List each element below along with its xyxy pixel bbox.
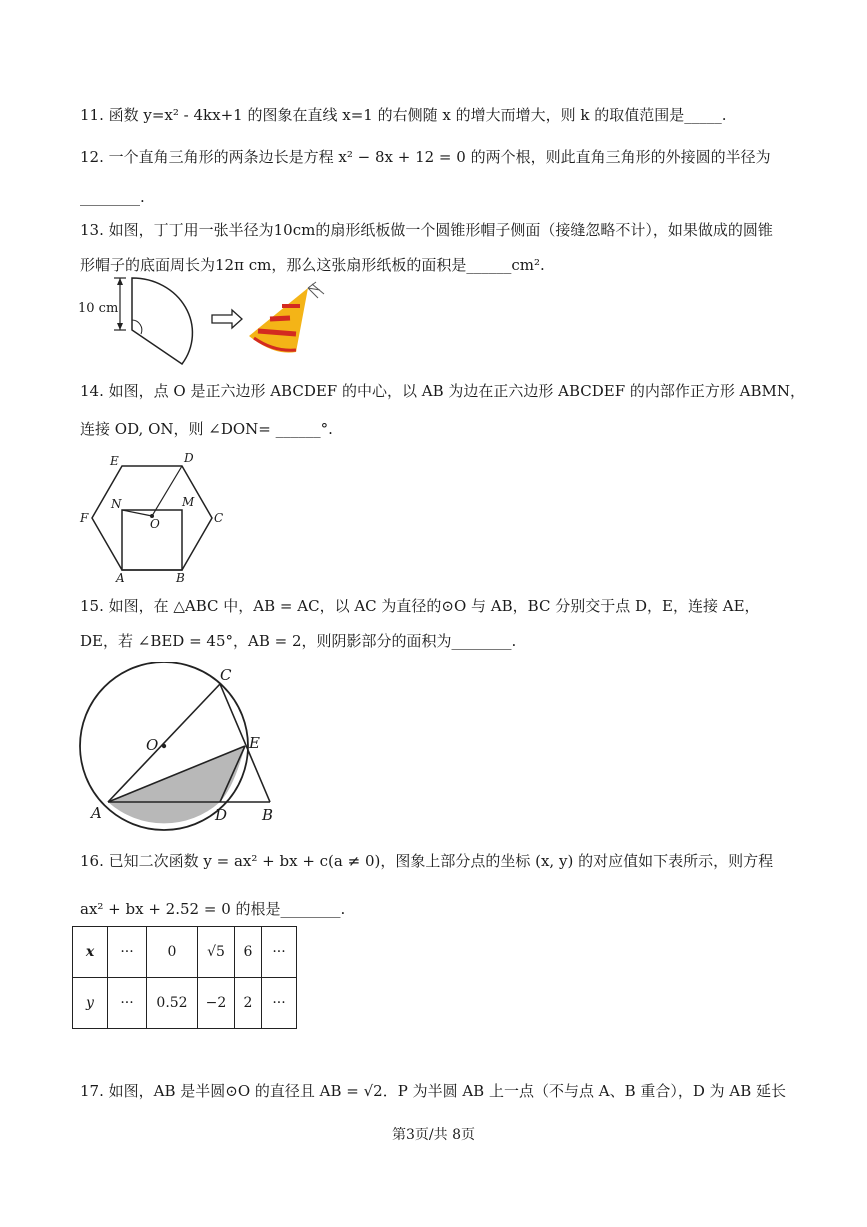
point-b-label: B [262, 806, 274, 824]
cone-hat-icon [249, 282, 324, 353]
table-row [73, 978, 297, 1029]
hexagon-figure [74, 448, 234, 588]
question-17-line1 [80, 1080, 786, 1101]
sector-shape [132, 278, 192, 364]
point-a-label: A [91, 804, 102, 822]
q14-line2: 连接 OD, ON，则 ∠DON= ______°. [80, 420, 333, 438]
table-cell: √5 [198, 927, 235, 978]
q13-line1: 13. 如图，丁丁用一张半径为10cm的扇形纸板做一个圆锥形帽子侧面（接缝忽略不计），如果做成的圆锥 [80, 221, 773, 239]
q13-line2: 形帽子的底面周长为12π cm，那么这张扇形纸板的面积是______cm². [80, 256, 545, 274]
point-e-label: E [249, 734, 260, 752]
circle-triangle-figure [74, 662, 294, 832]
question-14-line2 [80, 418, 333, 439]
sector-radius-label: 10 cm [78, 301, 119, 316]
q12-line2: ________. [80, 188, 145, 206]
q12-line1: 12. 一个直角三角形的两条边长是方程 x² − 8x + 12 = 0 的两个根，则此直角三角形的外接圆的半径为 [80, 148, 771, 166]
table-cell: 0.52 [147, 978, 198, 1029]
table-cell: ··· [262, 927, 297, 978]
point-d-label: D [184, 451, 194, 465]
transform-arrow-icon [212, 310, 242, 328]
table-cell: ··· [108, 927, 147, 978]
q15-line1: 15. 如图，在 △ABC 中，AB = AC，以 AC 为直径的⊙O 与 AB，BC 分别交于点 D，E，连接 AE， [80, 597, 760, 615]
table-cell: y [73, 978, 108, 1029]
table-row [73, 927, 297, 978]
point-c-label: C [220, 666, 232, 684]
question-11 [80, 104, 726, 125]
point-d-label: D [215, 806, 228, 824]
question-13-line1 [80, 219, 773, 240]
point-o-label: O [146, 736, 159, 754]
table-cell: 0 [147, 927, 198, 978]
question-16-line1 [80, 850, 773, 871]
table-cell: x [73, 927, 108, 978]
question-15-line1 [80, 595, 760, 616]
point-f-label: F [80, 511, 89, 525]
point-a-label: A [116, 571, 125, 585]
xy-value-table [72, 926, 297, 1029]
sector-hat-figure [74, 272, 354, 372]
point-b-label: B [176, 571, 185, 585]
point-m-label: M [182, 495, 195, 509]
table-cell: 6 [235, 927, 262, 978]
question-12-line2 [80, 188, 145, 206]
q15-line2: DE，若 ∠BED = 45°，AB = 2，则阴影部分的面积为________. [80, 632, 517, 650]
question-12-line1 [80, 146, 771, 167]
q16-line2: ax² + bx + 2.52 = 0 的根是________. [80, 900, 346, 918]
point-e-label: E [110, 454, 119, 468]
table-cell: −2 [198, 978, 235, 1029]
table-cell: ··· [108, 978, 147, 1029]
table-cell: ··· [262, 978, 297, 1029]
question-15-line2 [80, 630, 516, 651]
point-n-label: N [111, 497, 122, 511]
q14-line1: 14. 如图，点 O 是正六边形 ABCDEF 的中心，以 AB 为边在正六边形 ABCDEF 的内部作正方形 ABMN， [80, 382, 806, 400]
question-16-line2 [80, 898, 345, 919]
page-footer [0, 1124, 867, 1144]
question-14-line1 [80, 380, 805, 401]
point-o-label: O [150, 517, 160, 531]
point-c-label: C [214, 511, 224, 525]
q17-line1: 17. 如图，AB 是半圆⊙O 的直径且 AB = √2．P 为半圆 AB 上一点（不与点 A、B 重合），D 为 AB 延长 [80, 1082, 787, 1100]
table-cell: 2 [235, 978, 262, 1029]
q11-text: 11. 函数 y=x² - 4kx+1 的图象在直线 x=1 的右侧随 x 的增大而增大，则 k 的取值范围是_____. [80, 106, 727, 124]
q16-line1: 16. 已知二次函数 y = ax² + bx + c(a ≠ 0)，图象上部分点的坐标 (x, y) 的对应值如下表所示，则方程 [80, 852, 774, 870]
page-number: 第3页/共 8页 [392, 1127, 475, 1143]
